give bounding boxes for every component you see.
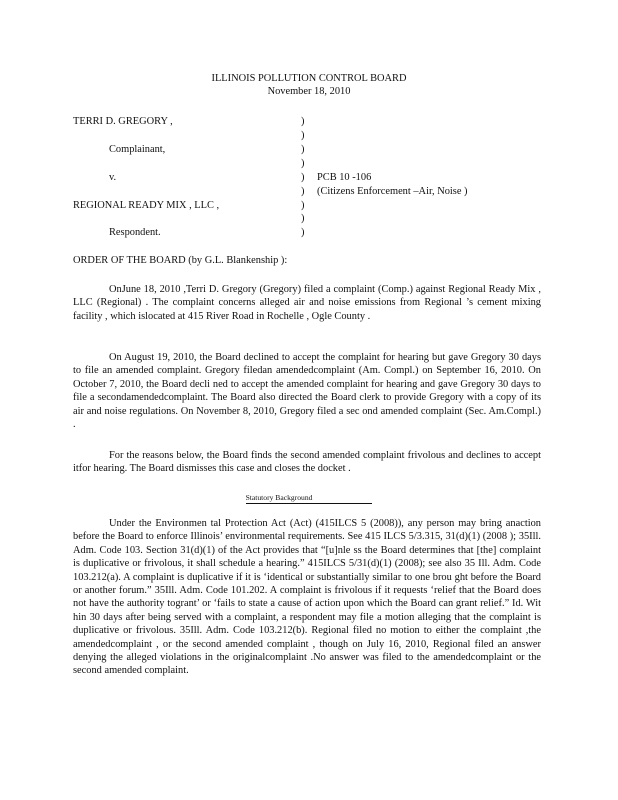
section-heading-text: Statutory Background [246, 493, 373, 504]
case-type: (Citizens Enforcement –Air, Noise ) [317, 186, 468, 197]
caption-paren: ) [301, 213, 305, 224]
caption-paren: ) [301, 116, 305, 127]
paragraph-text: Under the Environmen tal Protection Act (Act) (415ILCS 5 (2008)), any person may bring anaction before the Board to enforce Illinois’ environmental requirements. See 415 ILCS 5/3.315, 31(d)(1) (2008 ); 35Ill. Adm. Code 103. Section 31(d)(1) of the Act provides that “[u]nle ss the Board determines that [the] complaint is duplicative or frivolous, it shall schedule a hearing.” 415ILCS 5/31(d)(1) (2008); see also 35 Ill. Adm. Code 103.212(a). A complaint is duplicative if it is ‘identical or substantially similar to one brou ght before the Board or another forum.” 35Ill. Adm. Code 101.202. A complaint is frivolous if it requests ‘relief that the Board does not have the authority togrant’ or ‘fails to state a cause of action upon which the Board can grant relief.” Id. Wit hin 30 days after being served with a complaint, a respondent may file a motion alleging that the complaint is duplicative or frivolous. 35Ill. Adm. Code 103.212(b). Regional filed no motion to either the complaint ,the amendedcomplaint , or the second amended complaint , though on July 16, 2010, Regional filed an answer denying the alleged violations in the originalcomplaint .No answer was filed to the amendedcomplaint or the second amended complaint. [73, 518, 541, 677]
caption-paren: ) [301, 200, 305, 211]
paragraph-decision-summary [73, 449, 541, 476]
paragraph-filing [73, 283, 541, 323]
section-heading [0, 493, 618, 503]
paragraph-text: For the reasons below, the Board finds the second amended complaint frivolous and declines to accept itfor hearing. The Board dismisses this case and closes the docket . [73, 450, 541, 475]
board-name: ILLINOIS POLLUTION CONTROL BOARD [211, 73, 407, 84]
paragraph-text: OnJune 18, 2010 ,Terri D. Gregory (Gregory) filed a complaint (Comp.) against Regional Ready Mix , LLC (Regional) . The complaint concerns alleged air and noise emissions from Regional ’s cement mixing facility , which islocated at 415 River Road in Rochelle , Ogle County . [73, 284, 541, 322]
paragraph-statutory-background [73, 517, 541, 678]
versus-label: v. [109, 172, 117, 183]
paragraph-text: On August 19, 2010, the Board declined to accept the complaint for hearing but gave Gregory 30 days to file an amended complaint. Gregory filedan amendedcomplaint (Am. Compl.) on September 16, 2010. On October 7, 2010, the Board decli ned to accept the amended complaint for hearing and gave Gregory 30 days to file a secondamendedcomplaint. The Board also directed the Board clerk to provide Gregory with a copy of its air and noise regulations. On November 8, 2010, Gregory filed a sec ond amended complaint (Sec. Am.Compl.) . [73, 352, 541, 431]
caption-paren: ) [301, 186, 305, 197]
caption-paren: ) [301, 144, 305, 155]
order-date: November 18, 2010 [267, 86, 351, 97]
respondent-name: REGIONAL READY MIX , LLC , [73, 200, 220, 211]
order-title: ORDER OF THE BOARD (by G.L. Blankenship ): [73, 255, 288, 266]
caption-paren: ) [301, 172, 305, 183]
caption-paren: ) [301, 130, 305, 141]
caption-paren: ) [301, 158, 305, 169]
paragraph-procedural-history [73, 351, 541, 431]
complainant-role: Complainant, [109, 144, 166, 155]
complainant-name: TERRI D. GREGORY , [73, 116, 173, 127]
case-number: PCB 10 -106 [317, 172, 372, 183]
respondent-role: Respondent. [109, 227, 161, 238]
caption-paren: ) [301, 227, 305, 238]
